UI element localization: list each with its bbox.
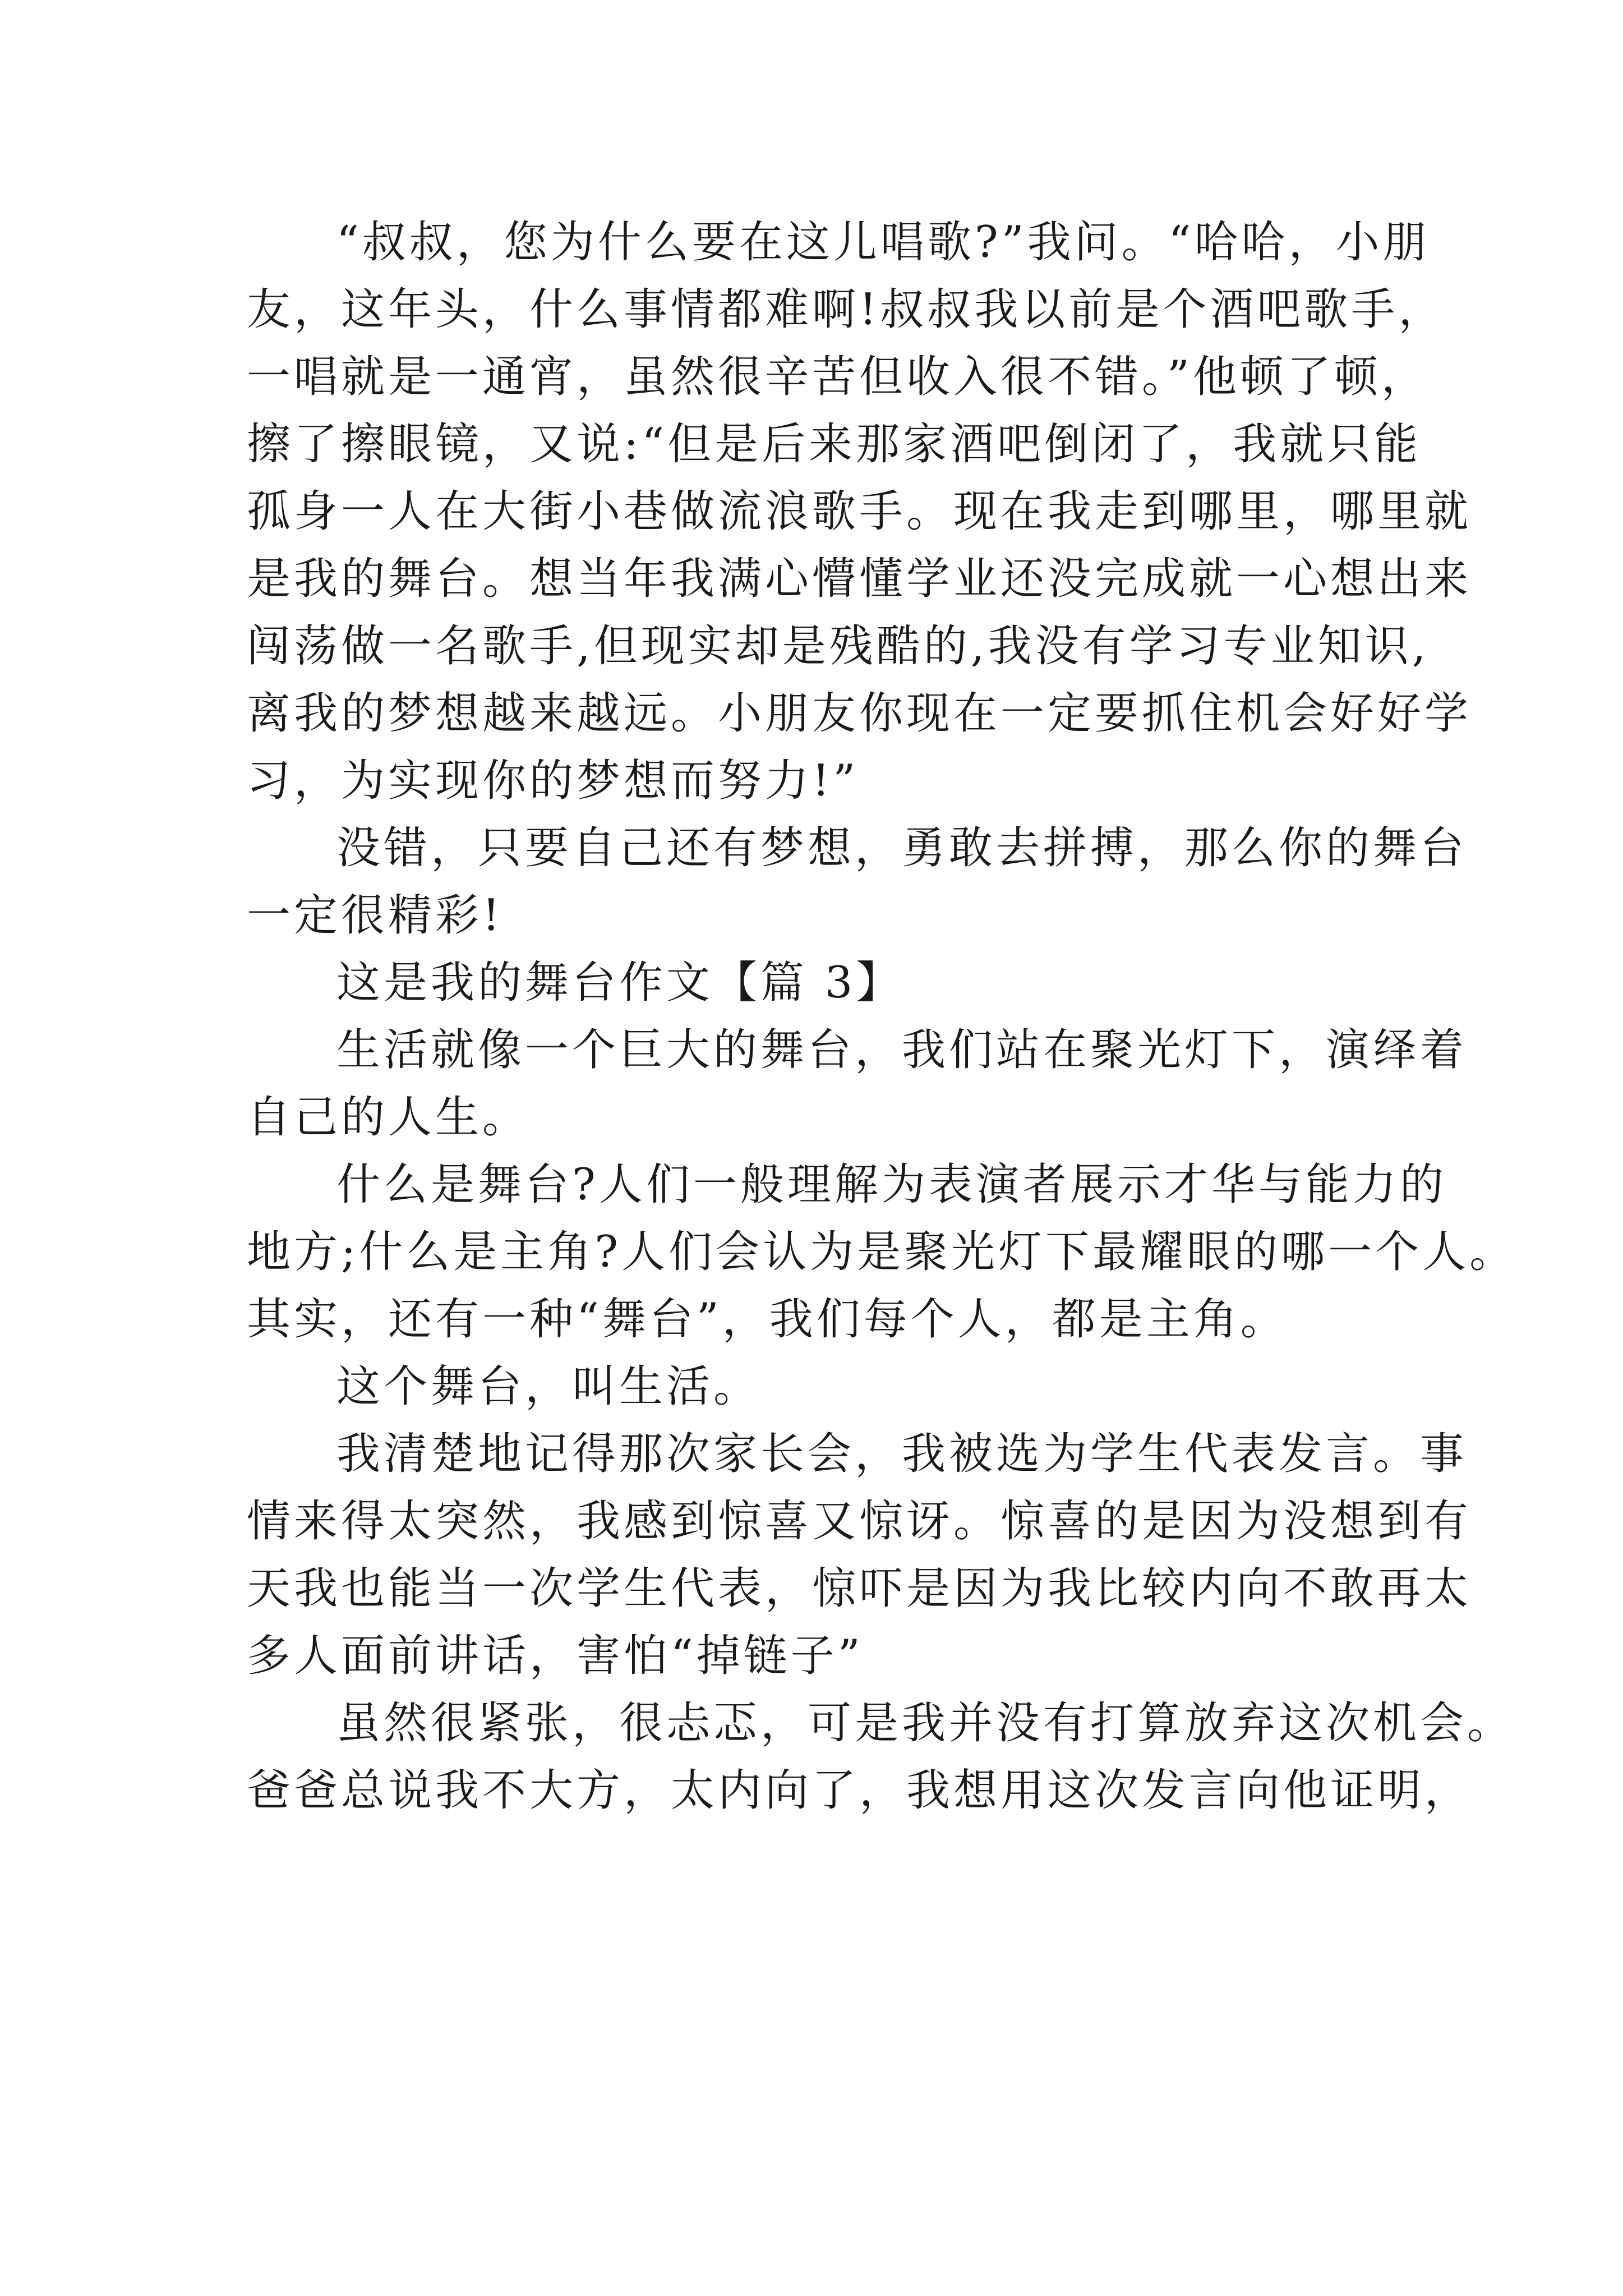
text-line: 这个舞台，叫生活。 (336, 1361, 761, 1412)
section-heading: 这是我的舞台作文【篇 3】 (336, 958, 903, 1008)
text-line: 离我的梦想越来越远。小朋友你现在一定要抓住机会好好学 (247, 688, 1472, 739)
text-line: 天我也能当一次学生代表，惊吓是因为我比较内向不敢再太 (247, 1563, 1472, 1614)
text-line: “叔叔，您为什么要在这儿唱歌?”我问。“哈哈，小朋 (336, 217, 1430, 268)
text-line: 友，这年头，什么事情都难啊!叔叔我以前是个酒吧歌手， (247, 284, 1446, 335)
text-line: 情来得太突然，我感到惊喜又惊讶。惊喜的是因为没想到有 (247, 1496, 1472, 1547)
text-line: 自己的人生。 (247, 1092, 530, 1143)
text-line: 我清楚地记得那次家长会，我被选为学生代表发言。事 (336, 1429, 1468, 1479)
text-line: 擦了擦眼镜，又说:“但是后来那家酒吧倒闭了，我就只能 (247, 419, 1422, 470)
essay-text (247, 209, 1517, 1824)
text-line: 其实，还有一种“舞台”，我们每个人，都是主角。 (247, 1294, 1288, 1345)
text-line: 多人面前讲话，害怕“掉链子” (247, 1631, 864, 1681)
text-line: 爸爸总说我不大方，太内向了，我想用这次发言向他证明， (247, 1765, 1472, 1816)
text-line: 虽然很紧张，很忐忑，可是我并没有打算放弃这次机会。 (336, 1698, 1515, 1749)
text-line: 是我的舞台。想当年我满心懵懂学业还没完成就一心想出来 (247, 554, 1472, 604)
text-line: 孤身一人在大街小巷做流浪歌手。现在我走到哪里，哪里就 (247, 486, 1472, 537)
text-line: 闯荡做一名歌手,但现实却是残酷的,我没有学习专业知识, (247, 621, 1430, 671)
text-line: 一唱就是一通宵，虽然很辛苦但收入很不错。”他顿了顿， (247, 352, 1428, 402)
text-line: 没错，只要自己还有梦想，勇敢去拼搏，那么你的舞台 (336, 823, 1468, 873)
text-line: 生活就像一个巨大的舞台，我们站在聚光灯下，演绎着 (336, 1025, 1468, 1075)
text-line: 一定很精彩! (247, 890, 504, 941)
text-line: 地方;什么是主角?人们会认为是聚光灯下最耀眼的哪一个人。 (247, 1227, 1517, 1277)
text-line: 什么是舞台?人们一般理解为表演者展示才华与能力的 (336, 1159, 1447, 1210)
text-line: 习，为实现你的梦想而努力!” (247, 756, 859, 806)
